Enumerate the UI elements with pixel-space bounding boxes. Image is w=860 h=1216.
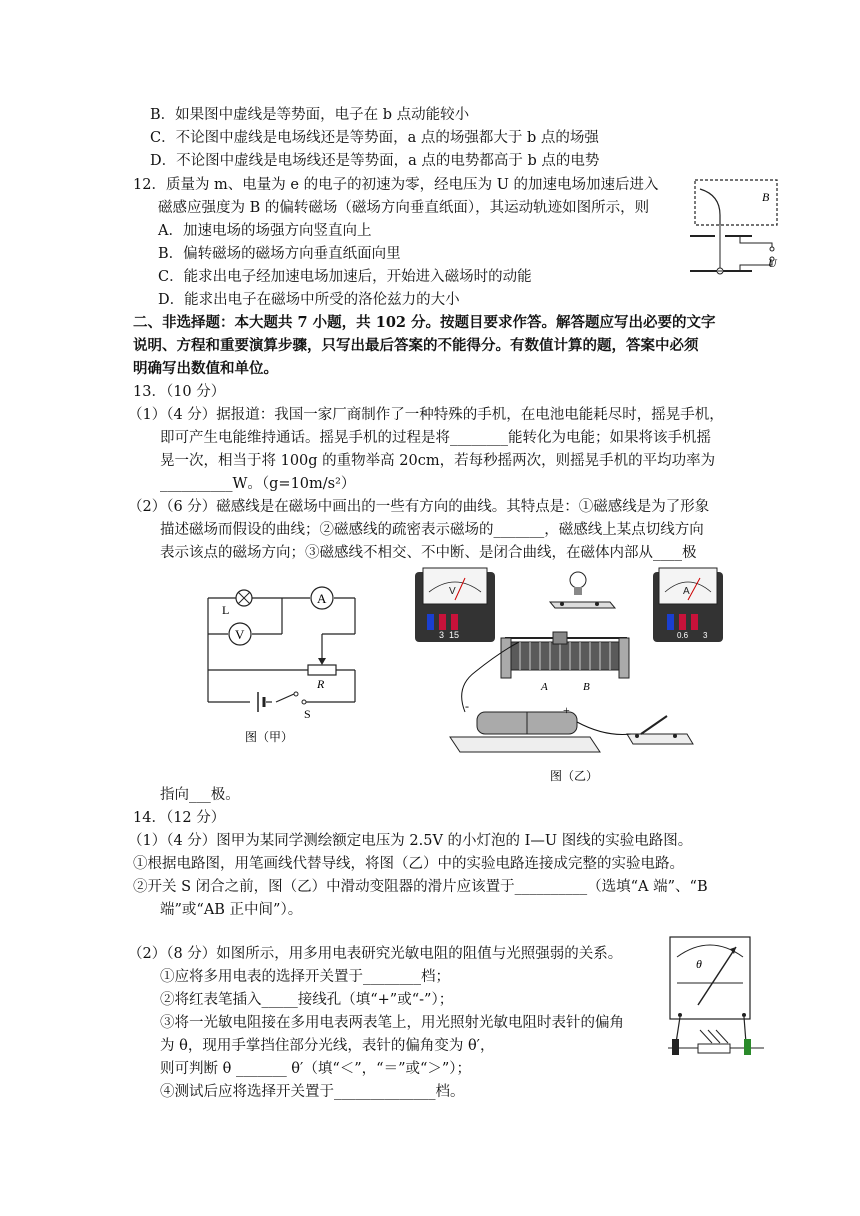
q14-2-item-1: ①应将多用电表的选择开关置于________档； (160, 969, 450, 985)
amp-term-3: 3 (703, 631, 708, 640)
battery-symbol (258, 692, 264, 712)
wire-top (740, 236, 772, 247)
q11-option-b: B．如果图中虚线是等势面，电子在 b 点动能较小 (150, 107, 470, 123)
light-rays (700, 1030, 728, 1043)
q14-1-line-1: （1）（4 分）图甲为某同学测绘额定电压为 2.5V 的小灯泡的 I—U 图线的实验电路图。 (128, 833, 693, 849)
section2-heading-3: 明确写出数值和单位。 (133, 360, 278, 377)
switch-device (627, 716, 693, 744)
rheostat-end-b: B (583, 681, 590, 693)
q14-1-line-4: 端”或“AB 正中间”）。 (160, 902, 303, 918)
q12-figure (680, 175, 790, 285)
lamp-symbol (236, 590, 252, 606)
ammeter-label: A (317, 591, 327, 606)
section2-heading-2: 说明、方程和重要演算步骤，只写出最后答案的不能得分。有数值计算的题，答案中必须 (133, 337, 699, 354)
voltmeter-device (415, 568, 495, 642)
q12-stem-1: 12．质量为 m、电量为 e 的电子的初速为零，经电压为 U 的加速电场加速后进入 (133, 177, 659, 193)
q14-2-item-3c: 则可判断 θ _______ θ′（填“＜”，“＝”或“＞”）； (160, 1061, 472, 1077)
q11-option-c: C．不论图中虚线是电场线还是等势面，a 点的场强都大于 b 点的场强 (150, 130, 599, 146)
rheostat-slider (318, 658, 326, 665)
battery-device (450, 712, 600, 752)
q12-stem-2: 磁感应强度为 B 的偏转磁场（磁场方向垂直纸面），其运动轨迹如图所示，则 (158, 200, 650, 216)
q14-title: 14．（12 分） (133, 810, 226, 826)
q12-option-b: B．偏转磁场的磁场方向垂直纸面向里 (158, 246, 401, 262)
apparatus-figure-yi (405, 562, 725, 787)
rheostat-symbol (308, 665, 336, 675)
q11-option-d: D．不论图中虚线是电场线还是等势面，a 点的电势都高于 b 点的电势 (150, 153, 600, 169)
q13-1-line-4: __________W。（g=10m/s²） (160, 476, 356, 492)
electron-trajectory (700, 189, 720, 225)
switch-label: S (304, 707, 311, 721)
q13-title: 13．（10 分） (133, 384, 226, 400)
q12-option-a: A．加速电场的场强方向竖直向上 (158, 223, 372, 239)
rheostat-label: R (317, 677, 325, 691)
q12-option-c: C．能求出电子经加速电场加速后，开始进入磁场时的动能 (158, 269, 532, 285)
q13-2-line-2: 描述磁场而假设的曲线；②磁感线的疏密表示磁场的_______，磁感线上某点切线方向 (160, 522, 704, 538)
voltmeter-label: V (235, 627, 245, 642)
q14-2-item-3b: 为 θ，现用手掌挡住部分光线，表针的偏角变为 θ′， (160, 1038, 495, 1054)
q13-1-line-3: 晃一次，相当于将 100g 的重物举高 20cm，若每秒摇两次，则摇晃手机的平均功率为 (160, 453, 716, 469)
q13-1-line-2: 即可产生电能维持通话。摇晃手机的过程是将________能转化为电能；如果将该手机摇 (160, 430, 711, 446)
red-probe (744, 1017, 751, 1055)
theta-label: θ (696, 957, 702, 971)
figure-jia-caption: 图（甲） (245, 730, 294, 744)
q14-1-line-2: ①根据电路图，用笔画线代替导线，将图（乙）中的实验电路连接成完整的实验电路。 (133, 856, 684, 872)
black-probe (672, 1017, 680, 1055)
q14-2-item-2: ②将红表笔插入_____接线孔（填“+”或“-”）； (160, 992, 454, 1008)
section2-heading-1: 二、非选择题：本大题共 7 小题，共 102 分。按题目要求作答。解答题应写出必要的文字 (133, 314, 716, 331)
rheostat-device (501, 632, 629, 678)
lamp-device (550, 572, 615, 608)
q13-2-line-1: （2）（6 分）磁感线是在磁场中画出的一些有方向的曲线。其特点是：①磁感线是为了形象 (128, 499, 710, 515)
ammeter-device (653, 568, 723, 642)
lamp-label: L (222, 603, 230, 617)
q13-2-line-4: 指向___极。 (160, 787, 240, 803)
field-b-label: B (762, 190, 770, 204)
voltage-u-label: U (768, 256, 777, 270)
switch-pivot (294, 692, 298, 696)
battery-plus: + (563, 703, 570, 717)
q14-2-line-1: （2）（8 分）如图所示，用多用电表研究光敏电阻的阻值与光照强弱的关系。 (128, 946, 623, 962)
svg-text:A: A (683, 586, 690, 597)
battery-minus: - (465, 699, 469, 713)
q13-1-line-1: （1）（4 分）据报道：我国一家厂商制作了一种特殊的手机，在电池电能耗尽时，摇晃手机， (128, 407, 724, 423)
volt-term-15: 15 (449, 630, 460, 640)
figure-yi-caption: 图（乙） (550, 769, 599, 783)
multimeter-body (670, 937, 750, 1019)
volt-term-3: 3 (439, 630, 445, 640)
circuit-diagram-jia (200, 580, 370, 745)
q14-1-line-3: ②开关 S 闭合之前，图（乙）中滑动变阻器的滑片应该置于__________（选填“A 端”、“B (133, 879, 708, 895)
q13-2-line-3: 表示该点的磁场方向；③磁感线不相交、不中断、是闭合曲线，在磁体内部从____极 (160, 545, 697, 561)
rheostat-end-a: A (541, 681, 548, 693)
q14-2-item-3: ③将一光敏电阻接在多用电表两表笔上，用光照射光敏电阻时表针的偏角 (160, 1015, 624, 1031)
photoresistor (698, 1044, 730, 1053)
q12-option-d: D．能求出电子在磁场中所受的洛伦兹力的大小 (158, 292, 460, 308)
svg-text:V: V (449, 586, 456, 597)
amp-term-06: 0.6 (677, 631, 689, 640)
q14-2-item-4: ④测试后应将选择开关置于______________档。 (160, 1084, 465, 1100)
multimeter-figure (660, 935, 770, 1063)
